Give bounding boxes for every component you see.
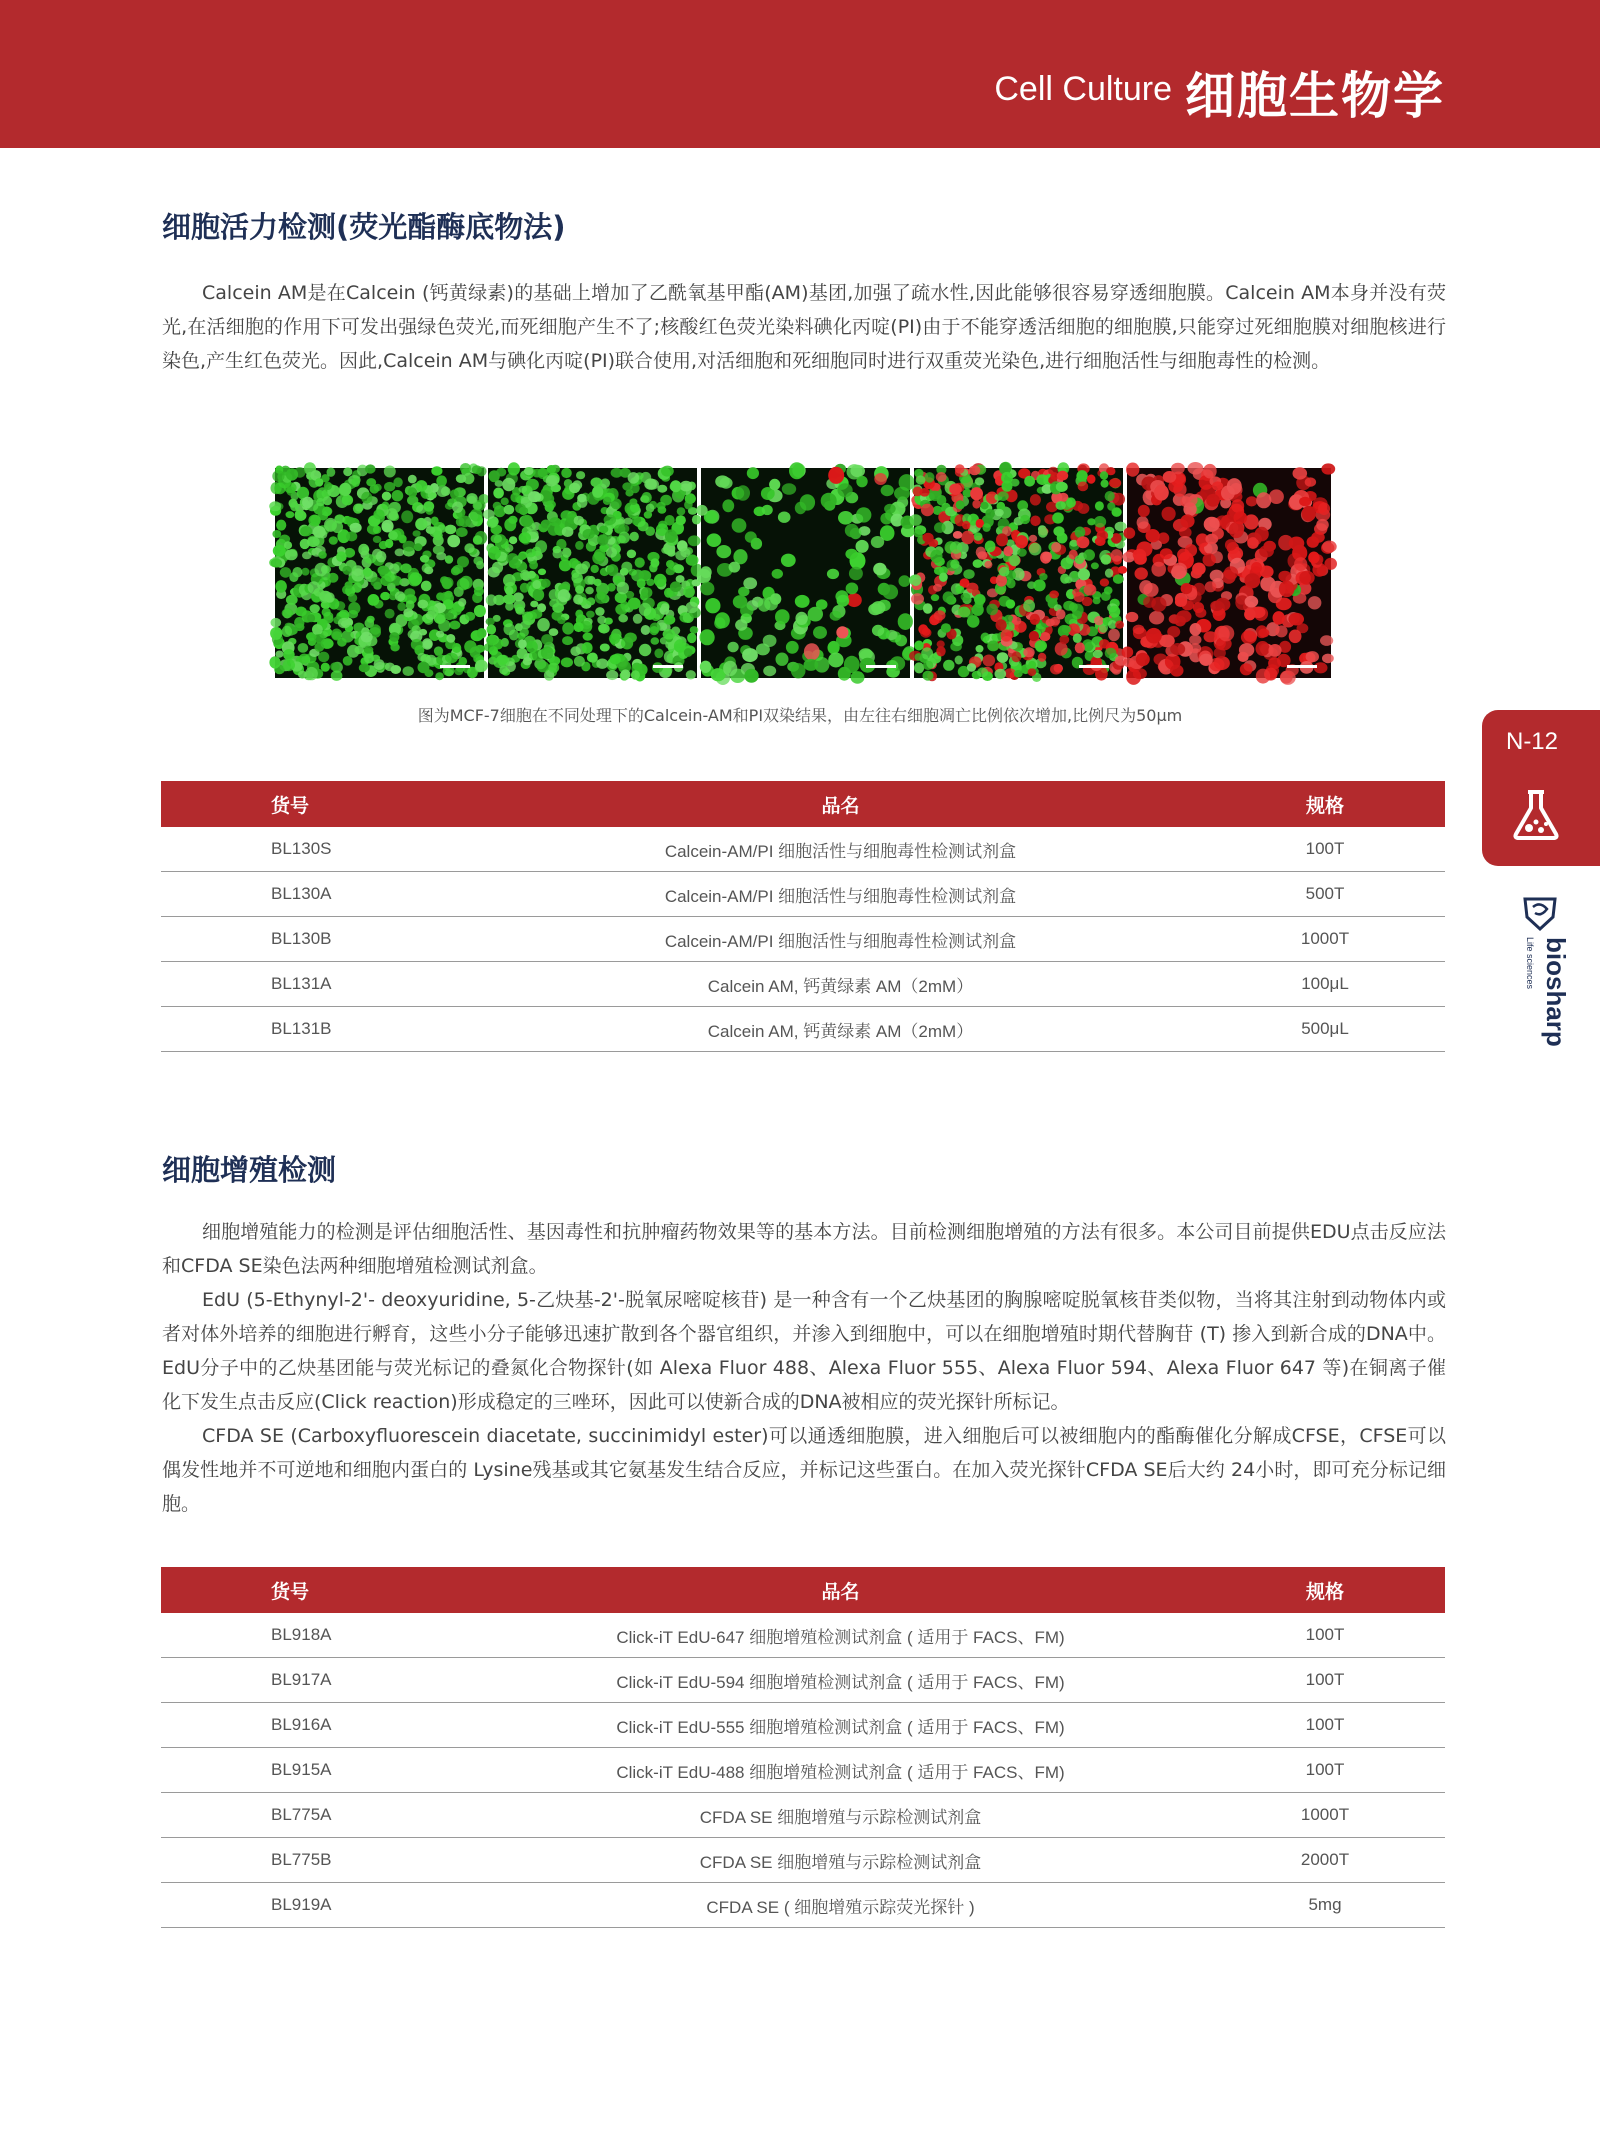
micrograph-image [275,468,484,678]
micrograph-image [488,468,697,678]
header-product-name: 品名 [476,781,1205,827]
section2-paragraph-2: EdU (5-Ethynyl-2'- deoxyuridine, 5-乙炔基-2'-脱氧尿嘧啶核苷) 是一种含有一个乙炔基团的胸腺嘧啶脱氧核苷类似物，当将其注射到动物体内或者对体外培养的细胞进行孵育，这些小分子能够迅速扩散到各个器官组织，并渗入到细胞中，可以在细胞增殖时期代替胸苷 (T) 掺入到新合成的DNA中。EdU分子中的乙炔基团能与荧光标记的叠氮化合物探针(如 Alexa Fluor 488、Alexa Fluor 555、Alexa Fluor 594、Alexa Fluor 647 等)在铜离子催化下发生点击反应(Click reaction)形成稳定的三唑环，因此可以使新合成的DNA被相应的荧光探针所标记。 [162,1289,1446,1413]
brand-tagline: Life sciences [1525,937,1535,990]
cell-catalog-no: BL130B [161,917,476,962]
header-catalog-no: 货号 [161,1567,476,1613]
cell-spec: 100μL [1205,962,1445,1007]
cell-spec: 1000T [1205,917,1445,962]
cell-product-name: Click-iT EdU-594 细胞增殖检测试剂盒 ( 适用于 FACS、FM) [476,1658,1205,1703]
table-row [161,1703,1445,1748]
scale-bar [440,665,470,668]
table-row [161,1613,1445,1658]
scale-bar [1079,665,1109,668]
cell-product-name: CFDA SE ( 细胞增殖示踪荧光探针 ) [476,1883,1205,1928]
brand-logo [1515,895,1571,1075]
cell-spec: 2000T [1205,1838,1445,1883]
table-row [161,1007,1445,1052]
cell-spec: 100T [1205,1658,1445,1703]
table-row [161,872,1445,917]
table-row [161,1883,1445,1928]
chapter-tab [1482,710,1600,866]
table-row [161,962,1445,1007]
cell-product-name: Calcein-AM/PI 细胞活性与细胞毒性检测试剂盒 [476,917,1205,962]
header-title-zh: 细胞生物学 [1185,67,1445,125]
cell-catalog-no: BL915A [161,1748,476,1793]
cell-product-name: Calcein-AM/PI 细胞活性与细胞毒性检测试剂盒 [476,827,1205,872]
brand-name: biosharp [1541,937,1571,1047]
table-header-row [161,1567,1445,1613]
header-product-name: 品名 [476,1567,1205,1613]
cell-product-name: Calcein-AM/PI 细胞活性与细胞毒性检测试剂盒 [476,872,1205,917]
cell-spec: 5mg [1205,1883,1445,1928]
cell-product-name: Calcein AM, 钙黄绿素 AM（2mM） [476,962,1205,1007]
header-spec: 规格 [1205,781,1445,827]
scale-bar [866,665,896,668]
cell-spec: 100T [1205,827,1445,872]
cell-catalog-no: BL775B [161,1838,476,1883]
scale-bar [1287,665,1317,668]
cell-spec: 100T [1205,1703,1445,1748]
cell-spec: 500μL [1205,1007,1445,1052]
table-row [161,1838,1445,1883]
cell-product-name: Click-iT EdU-488 细胞增殖检测试剂盒 ( 适用于 FACS、FM) [476,1748,1205,1793]
table-row [161,1748,1445,1793]
product-table-proliferation [161,1567,1445,1928]
header-catalog-no: 货号 [161,781,476,827]
section2-paragraph-1: 细胞增殖能力的检测是评估细胞活性、基因毒性和抗肿瘤药物效果等的基本方法。目前检测细胞增殖的方法有很多。本公司目前提供EDU点击反应法和CFDA SE染色法两种细胞增殖检测试剂盒。 [162,1221,1446,1277]
table-row [161,1658,1445,1703]
cell-spec: 100T [1205,1748,1445,1793]
table-row [161,1793,1445,1838]
cell-spec: 100T [1205,1613,1445,1658]
cell-product-name: CFDA SE 细胞增殖与示踪检测试剂盒 [476,1793,1205,1838]
micrograph-image [701,468,910,678]
cell-catalog-no: BL131B [161,1007,476,1052]
cell-catalog-no: BL775A [161,1793,476,1838]
cell-catalog-no: BL917A [161,1658,476,1703]
scale-bar [653,665,683,668]
cell-catalog-no: BL130A [161,872,476,917]
cell-catalog-no: BL919A [161,1883,476,1928]
cell-catalog-no: BL131A [161,962,476,1007]
section2-title: 细胞增殖检测 [162,1153,337,1187]
cell-catalog-no: BL916A [161,1703,476,1748]
cell-product-name: Calcein AM, 钙黄绿素 AM（2mM） [476,1007,1205,1052]
section1-title: 细胞活力检测(荧光酯酶底物法) [162,210,566,244]
header-spec: 规格 [1205,1567,1445,1613]
cell-spec: 500T [1205,872,1445,917]
section2-paragraph-3: CFDA SE (Carboxyfluorescein diacetate, succinimidyl ester)可以通透细胞膜，进入细胞后可以被细胞内的酯酶催化分解成CFSE，CFSE可以偶发性地并不可逆地和细胞内蛋白的 Lysine残基或其它氨基发生结合反应，并标记这些蛋白。在加入荧光探针CFDA SE后大约 24小时，即可充分标记细胞。 [162,1425,1446,1515]
figure-caption: 图为MCF-7细胞在不同处理下的Calcein-AM和PI双染结果，由左往右细胞凋亡比例依次增加,比例尺为50μm [417,706,1183,725]
micrograph-image [914,468,1123,678]
cell-spec: 1000T [1205,1793,1445,1838]
section1-paragraph: Calcein AM是在Calcein (钙黄绿素)的基础上增加了乙酰氧基甲酯(AM)基团,加强了疏水性,因此能够很容易穿透细胞膜。Calcein AM本身并没有荧光,在活细胞的作用下可发出强绿色荧光,而死细胞产生不了;核酸红色荧光染料碘化丙啶(PI)由于不能穿透活细胞的细胞膜,只能穿过死细胞膜对细胞核进行染色,产生红色荧光。因此,Calcein AM与碘化丙啶(PI)联合使用,对活细胞和死细胞同时进行双重荧光染色,进行细胞活性与细胞毒性的检测。 [162,282,1446,372]
cell-catalog-no: BL130S [161,827,476,872]
micrograph-image [1127,468,1331,678]
cell-catalog-no: BL918A [161,1613,476,1658]
product-table-viability [161,781,1445,1052]
table-row [161,827,1445,872]
table-header-row [161,781,1445,827]
cell-product-name: Click-iT EdU-647 细胞增殖检测试剂盒 ( 适用于 FACS、FM) [476,1613,1205,1658]
flask-icon [1508,786,1564,842]
header-title-en: Cell Culture [994,70,1172,108]
cell-product-name: Click-iT EdU-555 细胞增殖检测试剂盒 ( 适用于 FACS、FM) [476,1703,1205,1748]
table-row [161,917,1445,962]
cell-product-name: CFDA SE 细胞增殖与示踪检测试剂盒 [476,1838,1205,1883]
chapter-code: N-12 [1505,728,1559,755]
page-header [0,0,1600,148]
micrograph-strip [275,468,1331,678]
